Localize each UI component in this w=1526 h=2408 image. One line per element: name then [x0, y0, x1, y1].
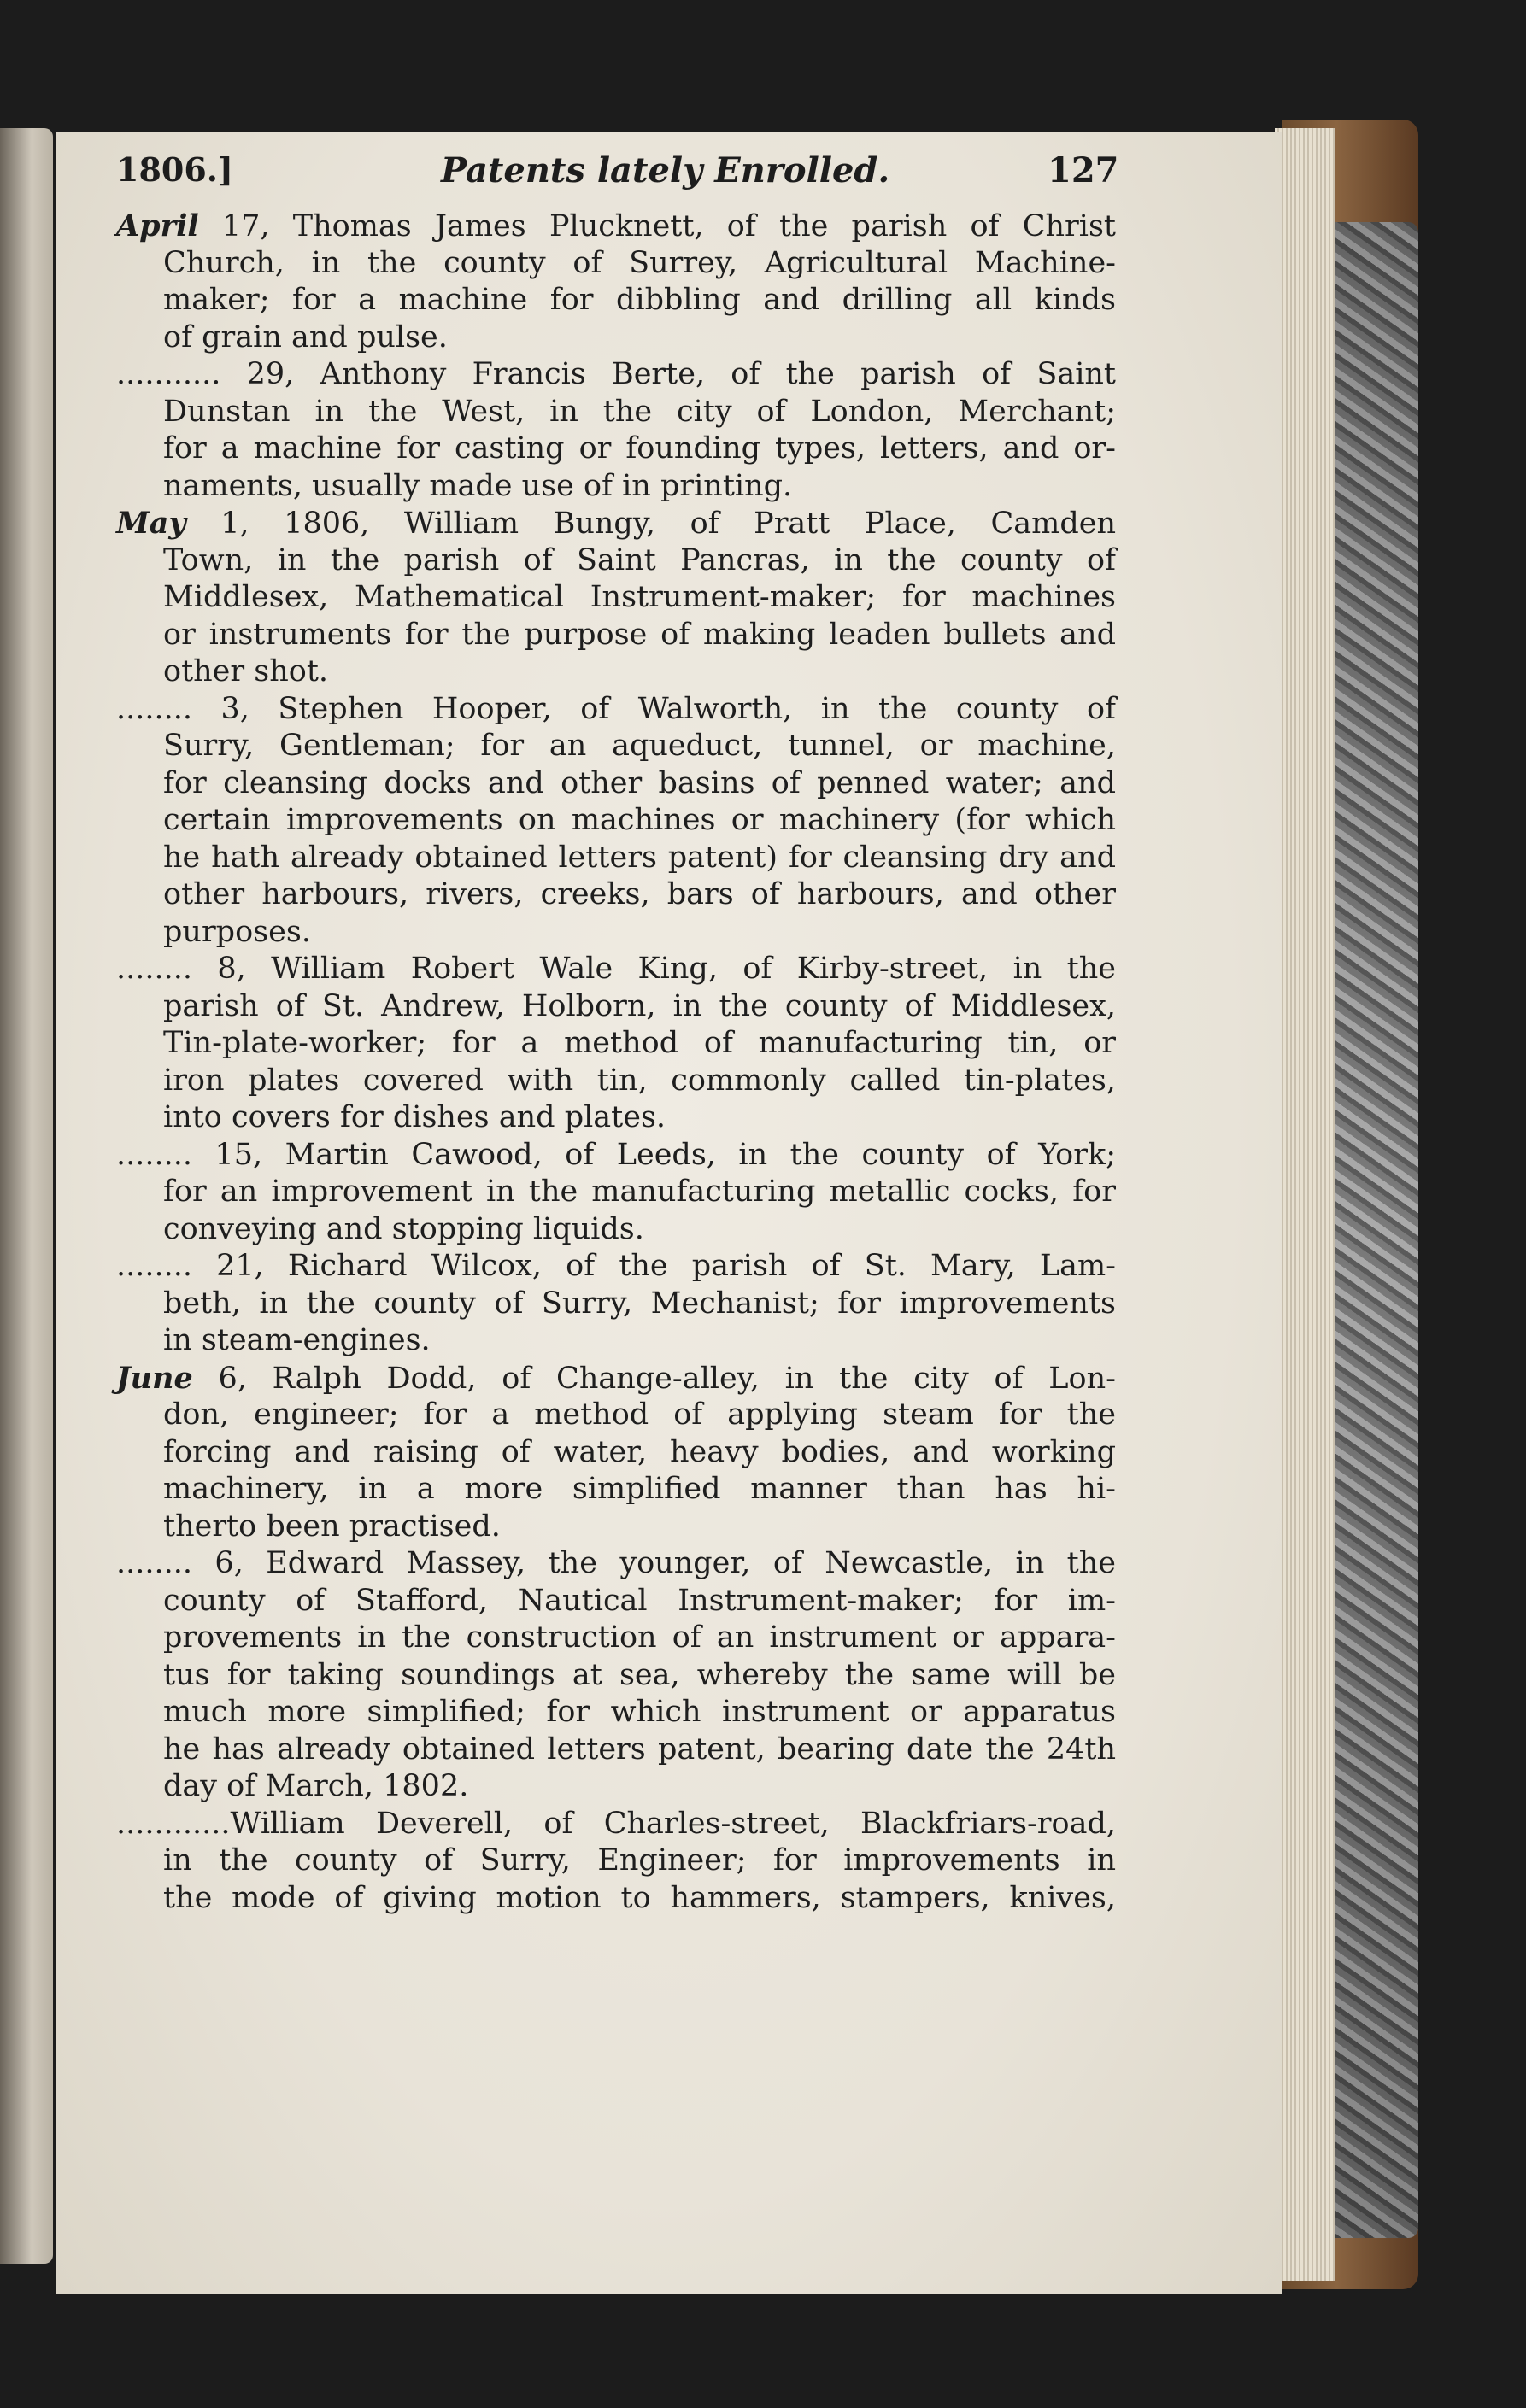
text-line: maker; for a machine for dibbling and drilling all kinds: [163, 283, 1116, 317]
adjacent-page-edge: [0, 128, 53, 2264]
month-label: April: [116, 208, 199, 243]
text-line: other harbours, rivers, creeks, bars of harbours, and other: [163, 877, 1116, 911]
month-label: May: [116, 506, 186, 541]
line-text: 6, Ralph Dodd, of Change-alley, in the city of Lon-: [192, 1361, 1116, 1396]
text-line: parish of St. Andrew, Holborn, in the county of Middlesex,: [163, 988, 1116, 1023]
text-line: he has already obtained letters patent, bearing date the 24th: [163, 1731, 1116, 1766]
text-line: Dunstan in the West, in the city of London, Merchant;: [163, 394, 1116, 429]
text-line: of grain and pulse.: [163, 319, 448, 354]
text-line: day of March, 1802.: [163, 1769, 469, 1803]
text-line: certain improvements on machines or machinery (for which: [163, 803, 1116, 837]
text-line: the mode of giving motion to hammers, stampers, knives,: [163, 1880, 1116, 1915]
text-line: in steam-engines.: [163, 1323, 431, 1357]
text-line: ........ 6, Edward Massey, the younger, of Newcastle, in the: [116, 1546, 1116, 1580]
text-line: ........ 15, Martin Cawood, of Leeds, in the county of York;: [116, 1137, 1116, 1172]
text-line: for an improvement in the manufacturing metallic cocks, for: [163, 1175, 1116, 1209]
text-line: Middlesex, Mathematical Instrument-maker; for machines: [163, 580, 1116, 614]
page-edges: [1275, 128, 1335, 2281]
text-line: ........ 3, Stephen Hooper, of Walworth, in the county of: [116, 691, 1116, 726]
text-line: much more simplified; for which instrument or apparatus: [163, 1695, 1116, 1729]
text-line: naments, usually made use of in printing.: [163, 468, 793, 503]
text-line: ........... 29, Anthony Francis Berte, of the parish of Saint: [116, 357, 1116, 391]
text-line: [116, 505, 1116, 542]
text-line: purposes.: [163, 914, 311, 949]
patent-list: [116, 208, 1116, 1917]
running-header: [116, 150, 1119, 202]
text-line: [116, 1360, 1116, 1397]
header-title: Patents lately Enrolled.: [441, 150, 890, 190]
text-line: other shot.: [163, 654, 329, 688]
text-line: ........ 8, William Robert Wale King, of Kirby-street, in the: [116, 952, 1116, 986]
text-line: ........ 21, Richard Wilcox, of the parish of St. Mary, Lam-: [116, 1249, 1116, 1283]
text-line: Town, in the parish of Saint Pancras, in the county of: [163, 542, 1116, 577]
line-text: 1, 1806, William Bungy, of Pratt Place, Camden: [185, 507, 1116, 541]
text-line: Surry, Gentleman; for an aqueduct, tunnel, or machine,: [163, 729, 1116, 763]
text-line: ............William Deverell, of Charles-street, Blackfriars-road,: [116, 1806, 1116, 1841]
text-line: he hath already obtained letters patent) for cleansing dry and: [163, 840, 1116, 875]
text-line: county of Stafford, Nautical Instrument-maker; for im-: [163, 1583, 1116, 1618]
text-line: conveying and stopping liquids.: [163, 1211, 644, 1246]
text-line: don, engineer; for a method of applying steam for the: [163, 1397, 1116, 1432]
text-line: for a machine for casting or founding types, letters, and or-: [163, 431, 1116, 466]
text-line: in the county of Surry, Engineer; for improvements in: [163, 1843, 1116, 1878]
text-line: Church, in the county of Surrey, Agricultural Machine-: [163, 245, 1116, 280]
text-line: beth, in the county of Surry, Mechanist; for improvements: [163, 1286, 1116, 1321]
text-line: into covers for dishes and plates.: [163, 1100, 666, 1134]
header-year: 1806.]: [116, 150, 233, 189]
marbled-cover: [1333, 222, 1418, 2238]
text-line: for cleansing docks and other basins of penned water; and: [163, 765, 1116, 800]
page-number: 127: [1048, 150, 1119, 190]
text-line: machinery, in a more simplified manner than has hi-: [163, 1472, 1116, 1506]
line-text: 17, Thomas James Plucknett, of the parish of Christ: [198, 209, 1116, 243]
text-line: Tin-plate-worker; for a method of manufacturing tin, or: [163, 1026, 1116, 1060]
text-line: provements in the construction of an instrument or appara-: [163, 1620, 1116, 1655]
text-line: [116, 208, 1116, 245]
month-label: June: [116, 1360, 193, 1396]
text-line: iron plates covered with tin, commonly called tin-plates,: [163, 1063, 1116, 1098]
text-line: or instruments for the purpose of making leaden bullets and: [163, 617, 1116, 652]
text-line: forcing and raising of water, heavy bodies, and working: [163, 1434, 1116, 1469]
text-line: therto been practised.: [163, 1509, 501, 1544]
text-line: tus for taking soundings at sea, whereby the same will be: [163, 1657, 1116, 1692]
